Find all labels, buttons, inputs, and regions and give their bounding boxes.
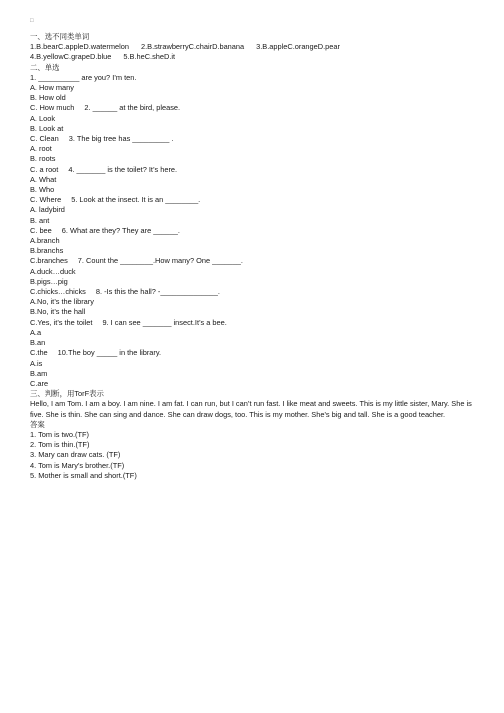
mc-line-text: B. ant: [30, 215, 50, 225]
mc-line-text: B.branchs: [30, 246, 64, 256]
mc-line-text: B. roots: [30, 154, 56, 164]
mc-line: [30, 154, 476, 164]
mc-line-text: A. How many: [30, 83, 74, 93]
mc-line-text: A.duck…duck: [30, 266, 76, 276]
mc-line-text: B. Look at: [30, 123, 64, 133]
mc-line-text: A. What: [30, 174, 57, 184]
mc-question-text: 10.The boy _____ in the library.: [57, 348, 162, 358]
mc-line: [30, 93, 476, 103]
mc-line-text: B.pigs…pig: [30, 276, 68, 286]
mc-line-text: C. Clean: [30, 134, 59, 144]
question-3: 3.B.appleC.orangeD.pear: [256, 42, 340, 52]
mc-line: [30, 318, 476, 328]
mc-line-text: B.No, it’s the hall: [30, 307, 86, 317]
mc-line-text: A. ladybird: [30, 205, 65, 215]
mc-line: [30, 348, 476, 358]
mc-line: [30, 73, 476, 83]
mc-line: [30, 297, 476, 307]
mc-line-text: C. Where: [30, 195, 62, 205]
mc-line: [30, 124, 476, 134]
mc-line-text: B.am: [30, 368, 48, 378]
mc-line-text: C.Yes, it’s the toilet: [30, 317, 93, 327]
mc-question-text: 6. What are they? They are ______.: [61, 225, 180, 235]
question-2: 2.B.strawberryC.chairD.banana: [141, 42, 245, 52]
mc-line-text: A.is: [30, 358, 43, 368]
mc-question-text: 9. I can see _______ insect.It’s a bee.: [102, 317, 227, 327]
section3-heading: 三、判断，用TorF表示: [30, 389, 104, 399]
mc-line: [30, 379, 476, 389]
mc-question-text: 5. Look at the insect. It is an ________.: [71, 195, 201, 205]
mc-question-text: 7. Count the ________.How many? One _______.: [77, 256, 243, 266]
page-marker: □: [30, 18, 34, 24]
reading-passage: Hello, I am Tom. I am a boy. I am nine. I am fat. I can run, but I can’t run fast. I like meat and sweets. This is my little sister, Mary. She is five. She is thin. She can sing and dance. She can draw dogs, too. This is my mother. She’s big and tall. She is a good teacher.: [30, 399, 472, 419]
mc-line: [30, 103, 476, 113]
mc-line: [30, 175, 476, 185]
mc-line-text: B.an: [30, 338, 46, 348]
mc-line: [30, 144, 476, 154]
multiple-choice-list: [30, 73, 476, 389]
mc-line: [30, 267, 476, 277]
tf-item: 2. Tom is thin.(TF): [30, 440, 90, 450]
section1-row2: [30, 52, 476, 62]
mc-line-text: A.No, it’s the library: [30, 297, 94, 307]
answer-label: 答案: [30, 419, 45, 429]
tf-item: 5. Mother is small and short.(TF): [30, 470, 137, 480]
mc-question-text: 8. -Is this the hall? -______________.: [95, 287, 220, 297]
section1-heading: 一、选不同类单词: [30, 32, 90, 41]
mc-line: [30, 277, 476, 287]
mc-line-text: 1. __________ are you? I’m ten.: [30, 72, 137, 82]
mc-line: [30, 134, 476, 144]
mc-line-text: C. bee: [30, 225, 52, 235]
mc-line-text: B. Who: [30, 185, 55, 195]
mc-line: [30, 338, 476, 348]
mc-line: [30, 256, 476, 266]
mc-line-text: C.chicks…chicks: [30, 287, 86, 297]
mc-line: [30, 359, 476, 369]
mc-line-text: A. root: [30, 144, 52, 154]
question-5: 5.B.heC.sheD.it: [123, 52, 176, 62]
question-1: 1.B.bearC.appleD.watermelon: [30, 42, 130, 52]
mc-line-text: C.are: [30, 378, 49, 388]
mc-line-text: B. How old: [30, 93, 66, 103]
mc-line: [30, 307, 476, 317]
tf-item: 1. Tom is two.(TF): [30, 429, 89, 439]
mc-line: [30, 369, 476, 379]
tf-item: 3. Mary can draw cats. (TF): [30, 450, 121, 460]
mc-line-text: A.a: [30, 327, 42, 337]
mc-line: [30, 328, 476, 338]
mc-line-text: A. Look: [30, 113, 56, 123]
mc-line: [30, 185, 476, 195]
mc-line: [30, 195, 476, 205]
mc-question-text: 4. _______ is the toilet? It’s here.: [68, 164, 178, 174]
question-4: 4.B.yellowC.grapeD.blue: [30, 52, 112, 62]
mc-line: [30, 165, 476, 175]
mc-line-text: A.branch: [30, 236, 60, 246]
mc-line: [30, 205, 476, 215]
mc-line: [30, 216, 476, 226]
mc-line: [30, 83, 476, 93]
mc-line: [30, 236, 476, 246]
mc-question-text: 3. The big tree has _________ .: [68, 134, 174, 144]
mc-line-text: C.branches: [30, 256, 68, 266]
tf-item: 4. Tom is Mary’s brother.(TF): [30, 460, 125, 470]
mc-question-text: 2. ______ at the bird, please.: [84, 103, 181, 113]
mc-line-text: C.the: [30, 348, 48, 358]
mc-line-text: C. a root: [30, 164, 59, 174]
worksheet-page: [30, 16, 476, 481]
mc-line: [30, 114, 476, 124]
section2-heading: 二、单选: [30, 62, 60, 72]
mc-line: [30, 246, 476, 256]
mc-line-text: C. How much: [30, 103, 75, 113]
mc-line: [30, 226, 476, 236]
section1-row1: [30, 42, 476, 52]
mc-line: [30, 287, 476, 297]
